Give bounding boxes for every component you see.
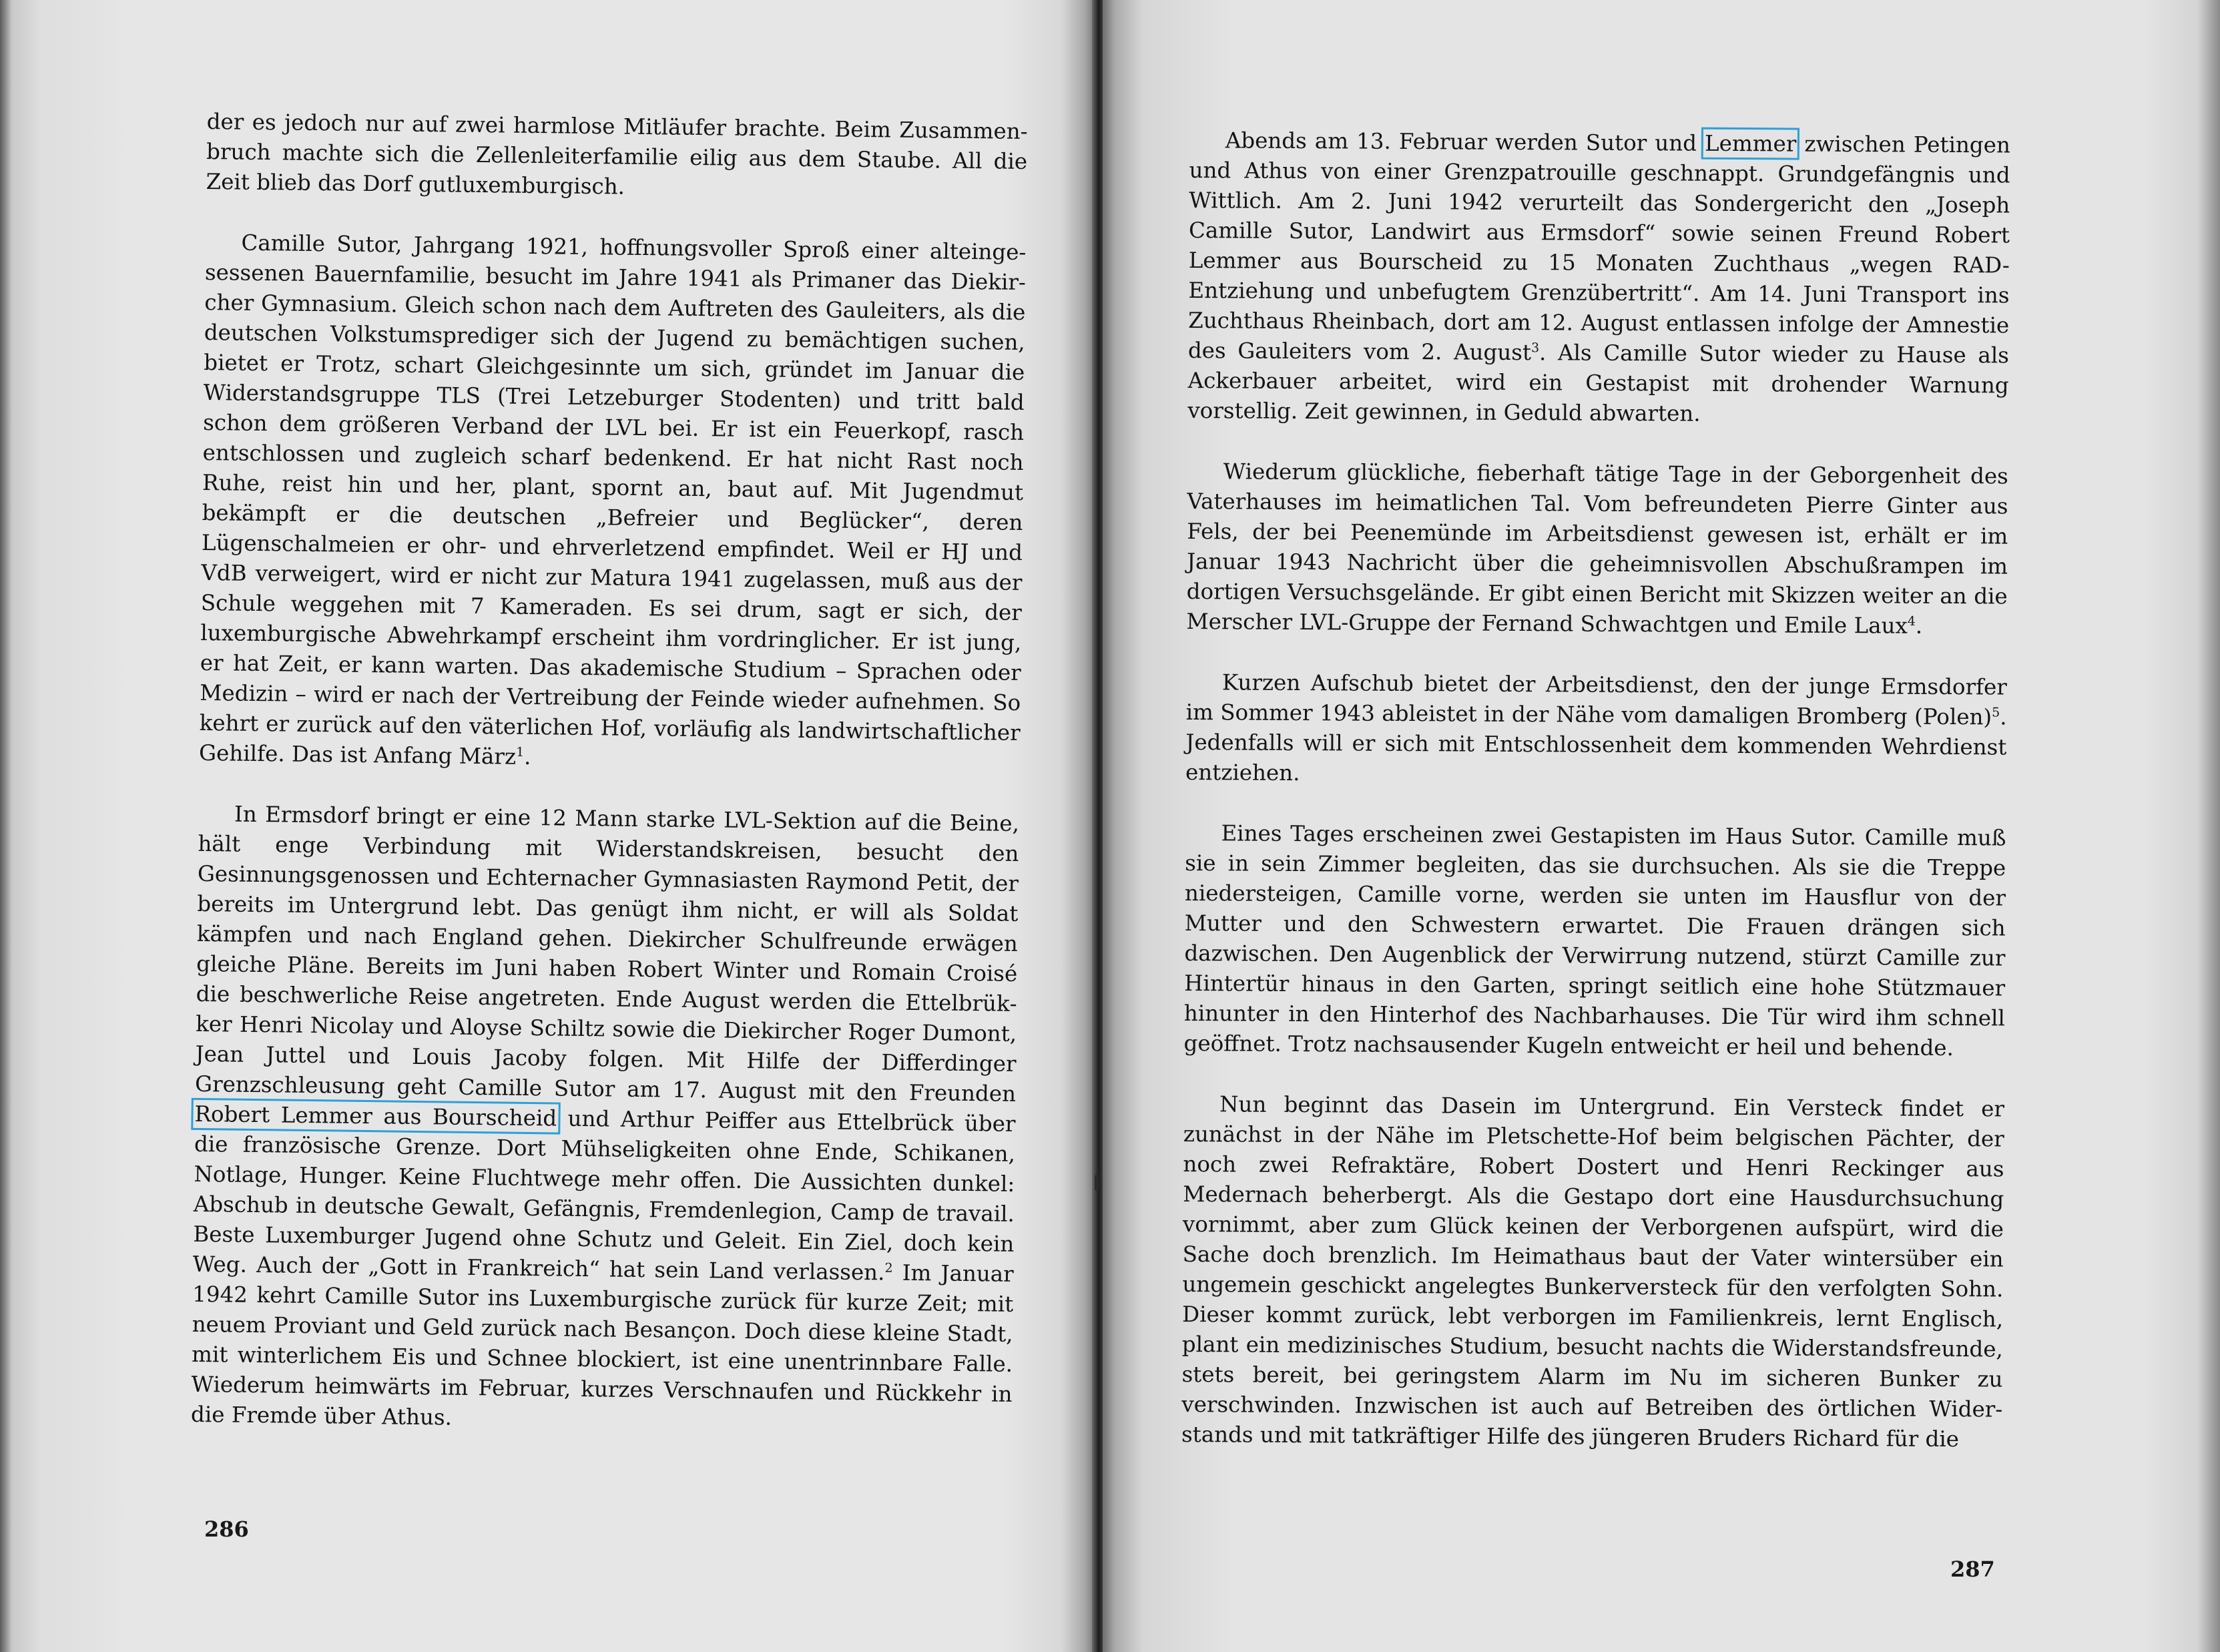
text-run: der es jedoch nur auf zwei harmlose Mitläufer brachte. Beim Zusammenbruch machte sich die Zellenleiterfamilie eilig aus dem Staube. All die Zeit blieb das Dorf gutluxemburgisch. — [206, 108, 1028, 200]
footnote-marker: 3 — [1531, 340, 1540, 356]
right-page — [1103, 0, 2220, 1652]
highlighted-phrase: Robert Lemmer aus Bourscheid — [194, 1101, 557, 1131]
paragraph — [1185, 667, 2007, 793]
left-page — [0, 0, 1095, 1652]
text-run: Im Januar 1942 kehrt Camille Sutor ins Luxemburgische zurück für kurze Zeit; mit neuem Proviant und Geld zurück nach Besançon. Doch diese kleine Stadt, mit winterlichem Eis und Schnee blockiert, ist eine unentrinnbare Falle. Wiederum heimwärts im Februar, kurzes Verschnaufen und Rückkehr in die Fremde über Athus. — [190, 1260, 1014, 1430]
text-run: Kurzen Aufschub bietet der Arbeitsdienst, den der junge Ermsdorfer im Sommer 1943 ableistet in der Nähe vom damaligen Bromberg (Polen) — [1185, 669, 2007, 730]
gutter-mark — [1095, 1175, 1099, 1191]
footnote-marker: 2 — [884, 1260, 893, 1276]
paragraph — [206, 107, 1028, 207]
text-run: . — [523, 744, 531, 770]
text-run: . — [1915, 613, 1923, 639]
paragraph — [1187, 125, 2010, 431]
left-page-text — [190, 107, 1028, 1470]
text-run: Camille Sutor, Jahrgang 1921, hoffnungsvoller Sproß einer alteingesessenen Bauernfamilie, besucht im Jahre 1941 als Primaner das Diekircher Gymnasium. Gleich schon nach dem Auftreten des Gauleiters, als die deutschen Volkstumsprediger sich der Jugend zu bemächtigen suchen, bietet er Trotz, schart Gleichgesinnte um sich, gründet im Januar die Widerstandsgruppe TLS (Trei Letzeburger Stodenten) und tritt bald schon dem größeren Verband der LVL bei. Er ist ein Feuerkopf, rasch entschlossen und zugleich scharf bedenkend. Er hat nicht Rast noch Ruhe, reist hin und her, plant, spornt an, baut auf. Mit Jugendmut bekämpft er die deutschen „Befreier und Beglücker“, deren Lügenschalmeien er ohr- und ehrverletzend empfindet. Weil er HJ und VdB verweigert, wird er nicht zur Matura 1941 zugelassen, muß aus der Schule weggehen mit 7 Kameraden. Es sei drum, sagt er sich, der luxemburgische Abwehrkampf erscheint ihm vordringlicher. Er ist jung, er hat Zeit, er kann warten. Das akademische Studium – Sprachen oder Medizin – wird er nach der Vertreibung der Feinde wieder aufnehmen. So kehrt er zurück auf den väterlichen Hof, vorläufig als landwirtschaftlicher Gehilfe. Das ist Anfang März — [198, 230, 1027, 770]
text-run: und Arthur Peiffer aus Ettelbrück über die französische Grenze. Dort Mühseligkeiten ohne Ende, Schikanen, Notlage, Hunger. Keine Fluchtwege mehr offen. Die Aussichten dunkel: Abschub in deutsche Gewalt, Gefängnis, Fremdenlegion, Camp de travail. Beste Luxemburger Jugend ohne Schutz und Geleit. Ein Ziel, doch kein Weg. Auch der „Gott in Frankreich“ hat sein Land verlassen. — [192, 1105, 1016, 1286]
highlighted-phrase: Lemmer — [1704, 130, 1797, 157]
footnote-marker: 1 — [516, 744, 525, 760]
text-run: . Als Camille Sutor wieder zu Hause als Ackerbauer arbeitet, wird ein Gestapist mit drohender Warnung vorstellig. Zeit gewinnen, in Geduld abwarten. — [1187, 340, 2010, 427]
footnote-marker: 5 — [1992, 705, 2000, 720]
text-run: Nun beginnt das Dasein im Untergrund. Ein Versteck findet er zunächst in der Nähe im Pletschette-Hof beim belgischen Pächter, der noch zwei Refraktäre, Robert Dostert und Henri Reckinger aus Medernach beherbergt. Als die Gestapo dort eine Hausdurchsuchung vornimmt, aber zum Glück keinen der Verborgenen aufspürt, wird die Sache doch brenzlich. Im Heimathaus baut der Vater wintersüber ein ungemein geschickt angelegtes Bunkerversteck für den verfolgten Sohn. Dieser kommt zurück, lebt verborgen im Familienkreis, lernt Englisch, plant ein medizinisches Studium, besucht nachts die Widerstandsfreunde, stets bereit, bei geringstem Alarm im Nu im sicheren Bunker zu verschwinden. Inzwischen ist auch auf Betreiben des örtlichen Widerstands und mit tatkräftiger Hilfe des jüngeren Bruders Richard für die — [1181, 1091, 2005, 1452]
page-number-left: 286 — [204, 1517, 249, 1542]
right-page-text — [1181, 125, 2010, 1485]
paragraph — [1183, 818, 2006, 1064]
page-number-right: 287 — [1950, 1557, 1995, 1582]
text-run: Abends am 13. Februar werden Sutor und — [1225, 127, 1705, 156]
text-run: . Jedenfalls will er sich mit Entschlossenheit dem kommenden Wehrdienst entziehen. — [1185, 704, 2007, 786]
paragraph — [199, 228, 1027, 778]
footnote-marker: 4 — [1907, 613, 1916, 629]
paragraph — [1186, 457, 2008, 642]
text-run: In Ermsdorf bringt er eine 12 Mann starke LVL-Sektion auf die Beine, hält enge Verbindung mit Widerstandskreisen, besucht den Gesinnungsgenossen und Echternacher Gymnasiasten Raymond Petit, der bereits im Untergrund lebt. Das genügt ihm nicht, er will als Soldat kämpfen und nach England gehen. Diekircher Schulfreunde erwägen gleiche Pläne. Bereits im Juni haben Robert Winter und Romain Croisé die beschwerliche Reise angetreten. Ende August werden die Ettelbrükker Henri Nicolay und Aloyse Schiltz sowie die Diekircher Roger Dumont, Jean Juttel und Louis Jacoby folgen. Mit Hilfe der Differdinger Grenzschleusung geht Camille Sutor am 17. August mit den Freunden — [194, 801, 1020, 1107]
text-run: Wiederum glückliche, fieberhaft tätige Tage in der Geborgenheit des Vaterhauses im heimatlichen Tal. Vom befreundeten Pierre Ginter aus Fels, der bei Peenemünde im Arbeitsdienst gewesen ist, erhält er im Januar 1943 Nachricht über die geheimnisvollen Abschußrampen im dortigen Versuchsgelände. Er gibt einen Bericht mit Skizzen weiter an die Merscher LVL-Gruppe der Fernand Schwachtgen und Emile Laux — [1186, 459, 2008, 639]
paragraph — [191, 799, 1019, 1440]
text-run: Eines Tages erscheinen zwei Gestapisten im Haus Sutor. Camille muß sie in sein Zimmer begleiten, das sie durchsuchen. Als sie die Treppe niedersteigen, Camille vorne, werden sie unten im Hausflur von der Mutter und den Schwestern erwartet. Die Frauen drängen sich dazwischen. Den Augenblick der Verwirrung nutzend, stürzt Camille zur Hintertür hinaus in den Garten, springt seitlich eine hohe Stützmauer hinunter in den Hinterhof des Nachbarhauses. Die Tür wird ihm schnell geöffnet. Trotz nachsausender Kugeln entweicht er heil und behende. — [1183, 820, 2006, 1061]
text-run: zwischen Petingen und Athus von einer Grenzpatrouille geschnappt. Grundgefängnis und Wittlich. Am 2. Juni 1942 verurteilt das Sondergericht den „Joseph Camille Sutor, Landwirt aus Ermsdorf“ sowie seinen Freund Robert Lemmer aus Bourscheid zu 15 Monaten Zuchthaus „wegen RAD-Entziehung und unbefugtem Grenzübertritt“. Am 14. Juni Transport ins Zuchthaus Rheinbach, dort am 12. August entlassen infolge der Amnestie des Gauleiters vom 2. August — [1187, 131, 2010, 366]
paragraph — [1181, 1089, 2004, 1455]
